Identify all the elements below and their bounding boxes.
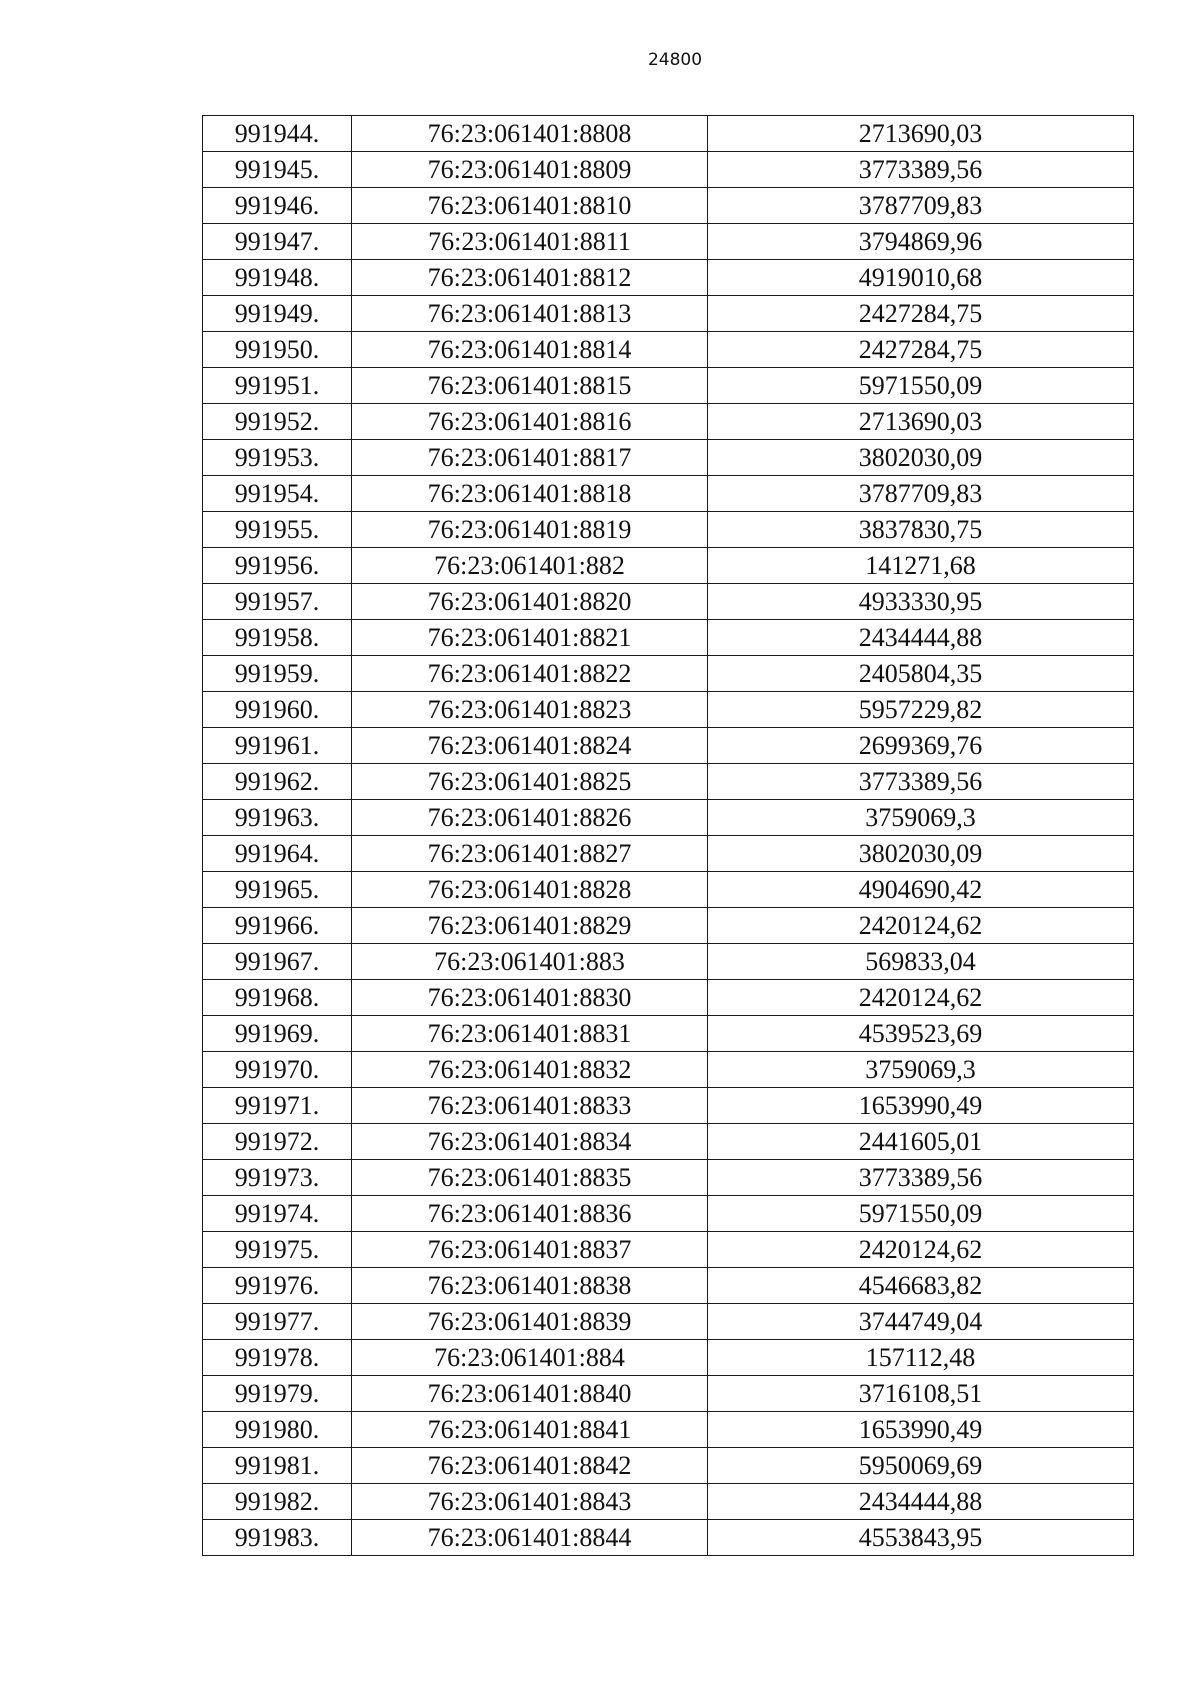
cadastral-value-cell: 2420124,62 [708, 1232, 1134, 1268]
cadastral-value-cell: 4933330,95 [708, 584, 1134, 620]
table-row [203, 980, 1134, 1016]
cadastral-number-cell: 76:23:061401:8826 [352, 800, 708, 836]
cadastral-value-cell: 157112,48 [708, 1340, 1134, 1376]
table-row [203, 332, 1134, 368]
table-row [203, 1340, 1134, 1376]
cadastral-number-cell: 76:23:061401:884 [352, 1340, 708, 1376]
cadastral-value-cell: 2420124,62 [708, 980, 1134, 1016]
cadastral-value-cell: 3716108,51 [708, 1376, 1134, 1412]
table-row [203, 836, 1134, 872]
cadastral-value-cell: 3759069,3 [708, 800, 1134, 836]
row-number-cell: 991969. [203, 1016, 352, 1052]
table-row [203, 908, 1134, 944]
cadastral-value-cell: 2405804,35 [708, 656, 1134, 692]
cadastral-number-cell: 76:23:061401:8820 [352, 584, 708, 620]
row-number-cell: 991962. [203, 764, 352, 800]
row-number-cell: 991956. [203, 548, 352, 584]
table-row [203, 440, 1134, 476]
row-number-cell: 991958. [203, 620, 352, 656]
cadastral-number-cell: 76:23:061401:8827 [352, 836, 708, 872]
row-number-cell: 991954. [203, 476, 352, 512]
cadastral-number-cell: 76:23:061401:8823 [352, 692, 708, 728]
row-number-cell: 991971. [203, 1088, 352, 1124]
row-number-cell: 991974. [203, 1196, 352, 1232]
table-row [203, 692, 1134, 728]
cadastral-value-cell: 4546683,82 [708, 1268, 1134, 1304]
cadastral-value-cell: 4904690,42 [708, 872, 1134, 908]
cadastral-value-cell: 1653990,49 [708, 1088, 1134, 1124]
row-number-cell: 991952. [203, 404, 352, 440]
cadastral-value-cell: 569833,04 [708, 944, 1134, 980]
cadastral-value-cell: 2713690,03 [708, 116, 1134, 152]
cadastral-number-cell: 76:23:061401:8816 [352, 404, 708, 440]
cadastral-number-cell: 76:23:061401:8829 [352, 908, 708, 944]
table-row [203, 1520, 1134, 1556]
row-number-cell: 991955. [203, 512, 352, 548]
cadastral-number-cell: 76:23:061401:8830 [352, 980, 708, 1016]
cadastral-number-cell: 76:23:061401:883 [352, 944, 708, 980]
table-row [203, 1484, 1134, 1520]
cadastral-value-cell: 3802030,09 [708, 440, 1134, 476]
row-number-cell: 991965. [203, 872, 352, 908]
cadastral-value-cell: 2434444,88 [708, 1484, 1134, 1520]
cadastral-value-cell: 3773389,56 [708, 764, 1134, 800]
row-number-cell: 991961. [203, 728, 352, 764]
cadastral-number-cell: 76:23:061401:8812 [352, 260, 708, 296]
cadastral-number-cell: 76:23:061401:8815 [352, 368, 708, 404]
row-number-cell: 991976. [203, 1268, 352, 1304]
row-number-cell: 991950. [203, 332, 352, 368]
cadastral-value-cell: 4919010,68 [708, 260, 1134, 296]
cadastral-number-cell: 76:23:061401:8833 [352, 1088, 708, 1124]
table-row [203, 1376, 1134, 1412]
row-number-cell: 991977. [203, 1304, 352, 1340]
row-number-cell: 991960. [203, 692, 352, 728]
table-row [203, 404, 1134, 440]
table-row [203, 872, 1134, 908]
table-row [203, 116, 1134, 152]
table-row [203, 656, 1134, 692]
row-number-cell: 991953. [203, 440, 352, 476]
cadastral-value-table [202, 115, 1134, 1556]
table-row [203, 764, 1134, 800]
table-row [203, 296, 1134, 332]
cadastral-number-cell: 76:23:061401:8825 [352, 764, 708, 800]
cadastral-number-cell: 76:23:061401:8837 [352, 1232, 708, 1268]
cadastral-number-cell: 76:23:061401:8822 [352, 656, 708, 692]
table-row [203, 548, 1134, 584]
table-row [203, 800, 1134, 836]
table-row [203, 476, 1134, 512]
cadastral-number-cell: 76:23:061401:8836 [352, 1196, 708, 1232]
table-row [203, 584, 1134, 620]
row-number-cell: 991968. [203, 980, 352, 1016]
cadastral-number-cell: 76:23:061401:8838 [352, 1268, 708, 1304]
cadastral-number-cell: 76:23:061401:882 [352, 548, 708, 584]
cadastral-value-cell: 5971550,09 [708, 1196, 1134, 1232]
cadastral-number-cell: 76:23:061401:8824 [352, 728, 708, 764]
cadastral-value-cell: 3794869,96 [708, 224, 1134, 260]
table-row [203, 1232, 1134, 1268]
row-number-cell: 991973. [203, 1160, 352, 1196]
table-row [203, 224, 1134, 260]
table-row [203, 1016, 1134, 1052]
row-number-cell: 991959. [203, 656, 352, 692]
cadastral-number-cell: 76:23:061401:8818 [352, 476, 708, 512]
cadastral-value-cell: 2420124,62 [708, 908, 1134, 944]
cadastral-value-cell: 2427284,75 [708, 296, 1134, 332]
cadastral-value-cell: 2434444,88 [708, 620, 1134, 656]
row-number-cell: 991972. [203, 1124, 352, 1160]
row-number-cell: 991982. [203, 1484, 352, 1520]
row-number-cell: 991945. [203, 152, 352, 188]
table-row [203, 1052, 1134, 1088]
table-row [203, 188, 1134, 224]
cadastral-value-cell: 2441605,01 [708, 1124, 1134, 1160]
row-number-cell: 991951. [203, 368, 352, 404]
table-row [203, 1268, 1134, 1304]
cadastral-value-cell: 3802030,09 [708, 836, 1134, 872]
cadastral-value-cell: 2427284,75 [708, 332, 1134, 368]
cadastral-number-cell: 76:23:061401:8841 [352, 1412, 708, 1448]
cadastral-number-cell: 76:23:061401:8843 [352, 1484, 708, 1520]
cadastral-number-cell: 76:23:061401:8835 [352, 1160, 708, 1196]
table-row [203, 1448, 1134, 1484]
table-row [203, 152, 1134, 188]
cadastral-value-cell: 3837830,75 [708, 512, 1134, 548]
cadastral-value-cell: 2699369,76 [708, 728, 1134, 764]
cadastral-number-cell: 76:23:061401:8828 [352, 872, 708, 908]
row-number-cell: 991946. [203, 188, 352, 224]
row-number-cell: 991948. [203, 260, 352, 296]
cadastral-number-cell: 76:23:061401:8808 [352, 116, 708, 152]
table-row [203, 260, 1134, 296]
table-body [203, 116, 1134, 1556]
cadastral-number-cell: 76:23:061401:8821 [352, 620, 708, 656]
row-number-cell: 991966. [203, 908, 352, 944]
row-number-cell: 991949. [203, 296, 352, 332]
cadastral-number-cell: 76:23:061401:8831 [352, 1016, 708, 1052]
cadastral-value-cell: 3773389,56 [708, 1160, 1134, 1196]
table-row [203, 1160, 1134, 1196]
table-row [203, 944, 1134, 980]
cadastral-number-cell: 76:23:061401:8819 [352, 512, 708, 548]
table-row [203, 728, 1134, 764]
row-number-cell: 991983. [203, 1520, 352, 1556]
row-number-cell: 991957. [203, 584, 352, 620]
cadastral-value-cell: 1653990,49 [708, 1412, 1134, 1448]
cadastral-number-cell: 76:23:061401:8811 [352, 224, 708, 260]
cadastral-value-cell: 5950069,69 [708, 1448, 1134, 1484]
row-number-cell: 991981. [203, 1448, 352, 1484]
cadastral-number-cell: 76:23:061401:8814 [352, 332, 708, 368]
row-number-cell: 991947. [203, 224, 352, 260]
table-row [203, 1196, 1134, 1232]
table-row [203, 620, 1134, 656]
table-row [203, 1088, 1134, 1124]
cadastral-value-cell: 4539523,69 [708, 1016, 1134, 1052]
page-number: 24800 [647, 50, 703, 70]
row-number-cell: 991944. [203, 116, 352, 152]
row-number-cell: 991979. [203, 1376, 352, 1412]
cadastral-value-cell: 3773389,56 [708, 152, 1134, 188]
cadastral-number-cell: 76:23:061401:8817 [352, 440, 708, 476]
row-number-cell: 991964. [203, 836, 352, 872]
row-number-cell: 991978. [203, 1340, 352, 1376]
cadastral-number-cell: 76:23:061401:8834 [352, 1124, 708, 1160]
row-number-cell: 991970. [203, 1052, 352, 1088]
table-row [203, 1124, 1134, 1160]
cadastral-number-cell: 76:23:061401:8810 [352, 188, 708, 224]
cadastral-value-cell: 4553843,95 [708, 1520, 1134, 1556]
cadastral-value-cell: 3787709,83 [708, 476, 1134, 512]
cadastral-value-cell: 5957229,82 [708, 692, 1134, 728]
cadastral-value-cell: 3787709,83 [708, 188, 1134, 224]
row-number-cell: 991963. [203, 800, 352, 836]
row-number-cell: 991975. [203, 1232, 352, 1268]
cadastral-value-cell: 2713690,03 [708, 404, 1134, 440]
cadastral-value-cell: 141271,68 [708, 548, 1134, 584]
table-row [203, 1412, 1134, 1448]
table-row [203, 512, 1134, 548]
table-row [203, 368, 1134, 404]
cadastral-value-cell: 5971550,09 [708, 368, 1134, 404]
row-number-cell: 991967. [203, 944, 352, 980]
cadastral-number-cell: 76:23:061401:8840 [352, 1376, 708, 1412]
cadastral-number-cell: 76:23:061401:8842 [352, 1448, 708, 1484]
cadastral-number-cell: 76:23:061401:8813 [352, 296, 708, 332]
cadastral-number-cell: 76:23:061401:8839 [352, 1304, 708, 1340]
table-row [203, 1304, 1134, 1340]
cadastral-number-cell: 76:23:061401:8832 [352, 1052, 708, 1088]
cadastral-value-cell: 3744749,04 [708, 1304, 1134, 1340]
cadastral-number-cell: 76:23:061401:8844 [352, 1520, 708, 1556]
cadastral-number-cell: 76:23:061401:8809 [352, 152, 708, 188]
row-number-cell: 991980. [203, 1412, 352, 1448]
cadastral-value-cell: 3759069,3 [708, 1052, 1134, 1088]
